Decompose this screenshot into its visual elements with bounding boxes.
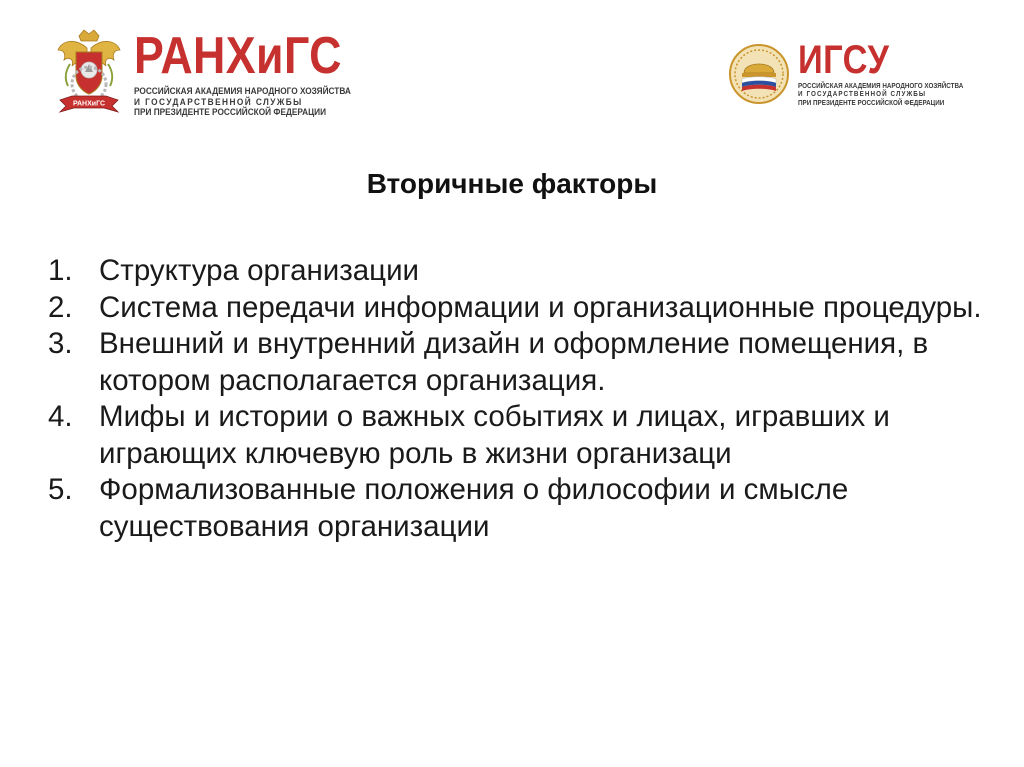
slide-title: Вторичные факторы [366, 168, 658, 199]
list-item-number: 2. [48, 290, 73, 324]
list-item-number: 3. [48, 327, 73, 360]
list-item [48, 399, 998, 472]
ranepa-emblem-ribbon-text: РАНХиГС [72, 100, 106, 108]
igsu-logo-line-1: РОССИЙСКАЯ АКАДЕМИЯ НАРОДНОГО ХОЗЯЙСТВА [798, 83, 964, 90]
list-item-text: Структура организации [99, 254, 420, 287]
factor-list [48, 253, 998, 545]
ranepa-logo-name: РАНХиГС [134, 26, 342, 85]
igsu-emblem-icon [728, 43, 790, 105]
igsu-logo-name: ИГСУ [798, 38, 890, 82]
list-item-text: Внешний и внутренний дизайн и оформление помещения, в котором располагается организация. [99, 327, 929, 397]
igsu-logo [728, 40, 982, 108]
ranepa-logo [54, 28, 376, 120]
list-item-text: Система передачи информации и организационные процедуры. [99, 290, 982, 324]
list-item-number: 5. [48, 473, 73, 506]
list-item [48, 326, 998, 399]
ranepa-logo-line-3: ПРИ ПРЕЗИДЕНТЕ РОССИЙСКОЙ ФЕДЕРАЦИИ [134, 107, 327, 118]
igsu-logo-line-2: И ГОСУДАРСТВЕННОЙ СЛУЖБЫ [798, 91, 927, 99]
list-item-text: Формализованные положения о философии и смысле существования организации [99, 473, 849, 543]
list-item-text: Мифы и истории о важных событиях и лицах, игравших и играющих ключевую роль в жизни организаци [99, 400, 890, 470]
list-item-number: 4. [48, 400, 73, 433]
list-item [48, 253, 998, 290]
list-item-number: 1. [48, 254, 73, 287]
ranepa-logo-line-1: РОССИЙСКАЯ АКАДЕМИЯ НАРОДНОГО ХОЗЯЙСТВА [134, 85, 351, 96]
igsu-logo-line-3: ПРИ ПРЕЗИДЕНТЕ РОССИЙСКОЙ ФЕДЕРАЦИИ [798, 99, 945, 107]
list-item [48, 472, 998, 545]
ranepa-logo-line-2: И ГОСУДАРСТВЕННОЙ СЛУЖБЫ [134, 96, 303, 107]
list-item [48, 290, 998, 327]
ranepa-emblem-icon [54, 28, 124, 120]
